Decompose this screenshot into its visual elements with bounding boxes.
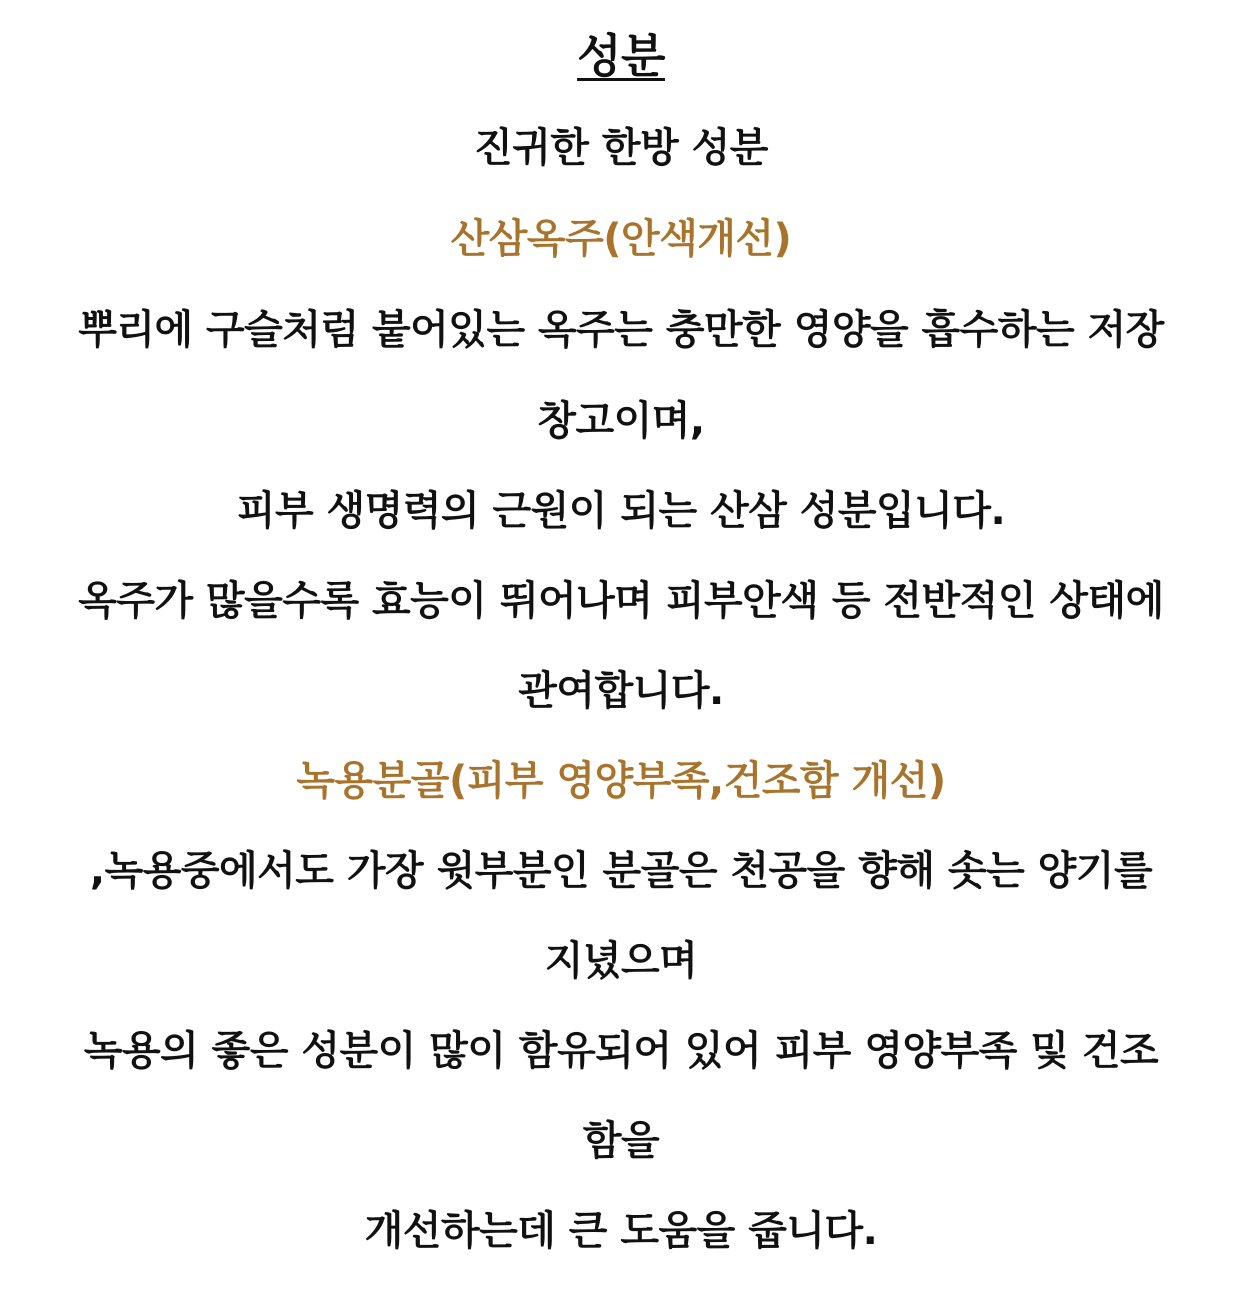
section-line: 관여합니다. (518, 668, 724, 714)
section-heading-deer-antler: 녹용분골(피부 영양부족,건조함 개선) (296, 758, 946, 804)
section-heading-wild-ginseng: 산삼옥주(안색개선) (450, 216, 792, 262)
page-title: 성분 (577, 29, 665, 83)
section-line: 옥주가 많을수록 효능이 뛰어나며 피부안색 등 전반적인 상태에 (78, 578, 1164, 624)
section-line: 뿌리에 구슬처럼 붙어있는 옥주는 충만한 영양을 흡수하는 저장 (78, 307, 1164, 353)
section-line: 함을 (582, 1118, 660, 1164)
section-line: 창고이며, (537, 398, 705, 444)
section-line: 피부 생명력의 근원이 되는 산삼 성분입니다. (236, 488, 1006, 534)
section-line: ,녹용중에서도 가장 윗부분인 분골은 천공을 향해 솟는 양기를 (89, 848, 1153, 894)
section-line: 녹용의 좋은 성분이 많이 함유되어 있어 피부 영양부족 및 건조 (83, 1028, 1159, 1074)
section-line: 지녔으며 (544, 938, 698, 984)
section-line: 개선하는데 큰 도움을 줍니다. (364, 1208, 878, 1254)
page-subtitle: 진귀한 한방 성분 (474, 125, 768, 171)
